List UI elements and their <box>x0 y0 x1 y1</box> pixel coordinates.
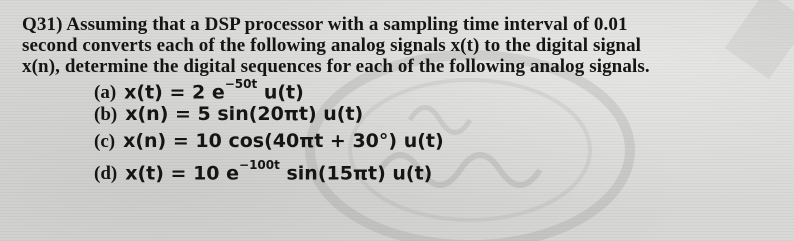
question-line: x(n), determine the digital sequences for each of the following analog signals. <box>22 56 650 77</box>
signal-item-a <box>94 74 444 104</box>
question-line: second converts each of the following analog signals x(t) to the digital signal <box>22 35 642 56</box>
item-label: (c) <box>94 131 116 152</box>
question-text <box>22 14 782 77</box>
item-expression-tail: sin(15πt) u(t) <box>279 162 433 185</box>
item-expression: x(n) = 10 cos(40πt + 30°) u(t) <box>123 130 444 152</box>
signal-list <box>94 74 444 185</box>
item-label: (a) <box>94 82 117 104</box>
signal-item-c <box>94 128 444 155</box>
item-expression-tail: u(t) <box>257 81 304 104</box>
signal-item-d <box>94 155 444 185</box>
item-expression: x(n) = 5 sin(20πt) u(t) <box>125 103 364 125</box>
item-exponent: −50t <box>224 77 258 91</box>
signal-item-b <box>94 101 444 128</box>
question-line: Q31) Assuming that a DSP processor with a sampling time interval of 0.01 <box>22 14 628 35</box>
item-expression: x(t) = 2 e <box>124 81 225 104</box>
item-label: (d) <box>94 163 118 185</box>
item-exponent: −100t <box>239 158 280 172</box>
item-label: (b) <box>94 104 118 125</box>
item-expression: x(t) = 10 e <box>125 162 240 185</box>
